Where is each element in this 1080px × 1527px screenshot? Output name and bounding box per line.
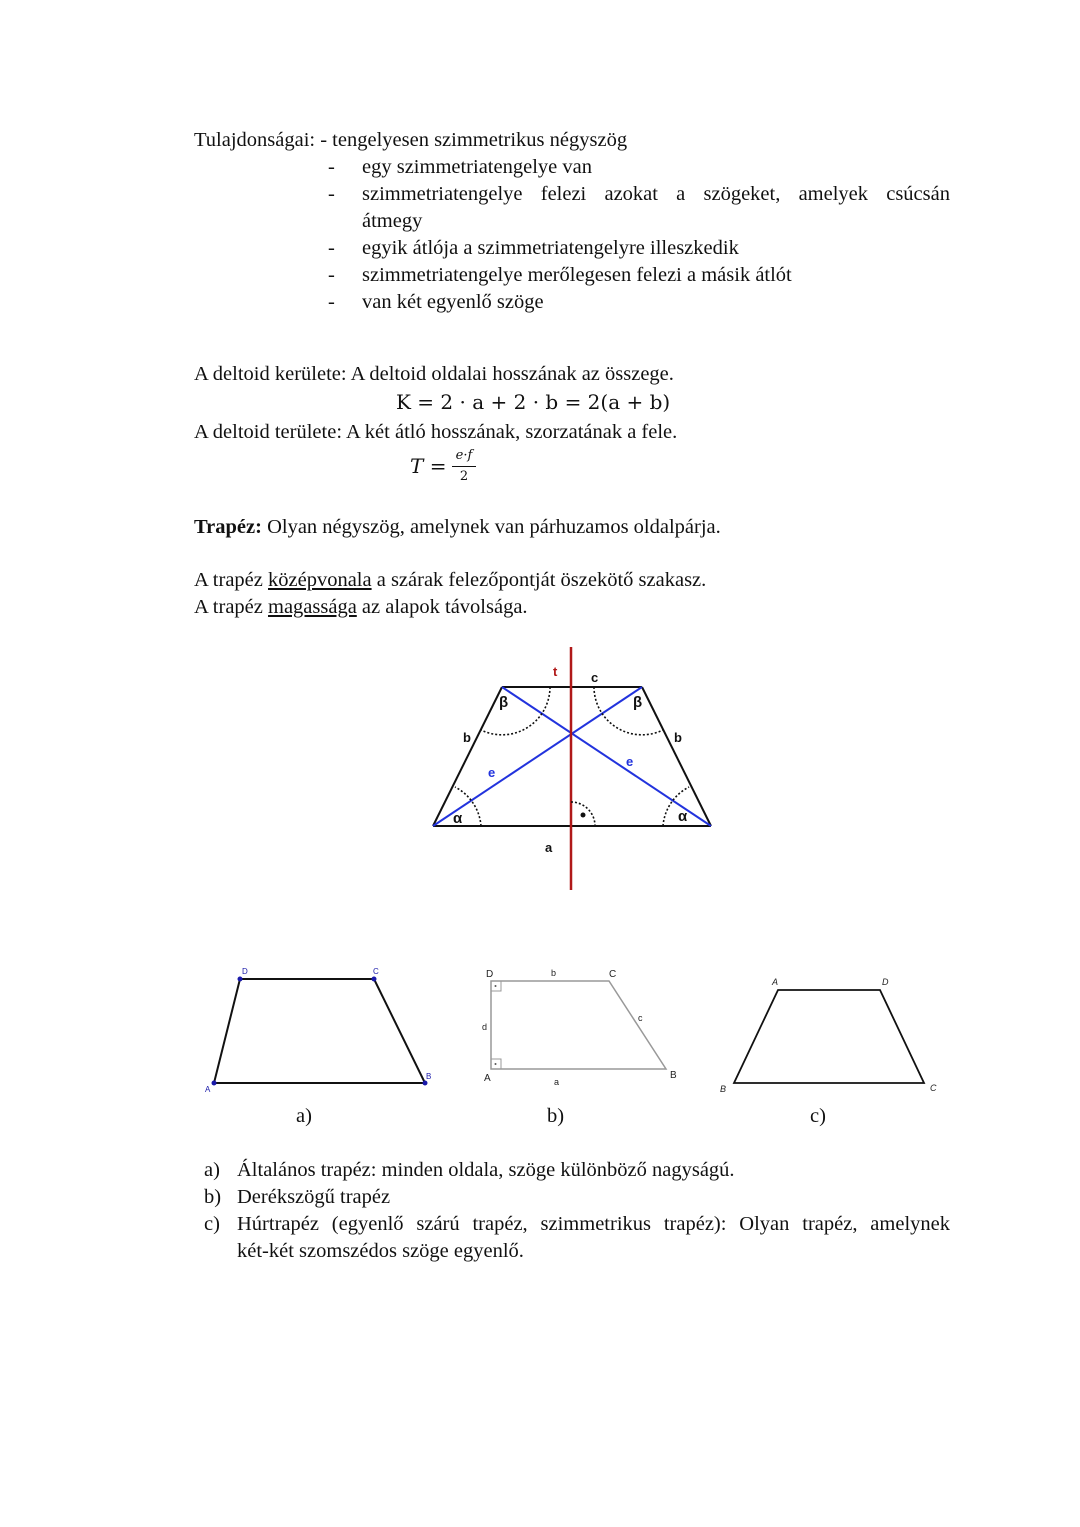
bullet-dash: - [328,264,335,286]
label-alpha-right: α [678,808,688,825]
trapezoid-isosceles-figure [720,977,937,1094]
label-a: a [545,840,553,855]
label-beta-right: β [633,694,643,711]
property-item: van két egyenlő szöge [362,291,544,313]
caption-b: b) [547,1105,565,1127]
bullet-dash: - [328,237,335,259]
height-term: magassága [268,596,357,618]
label-c: c [591,670,599,685]
property-item-continuation: átmegy [362,210,423,232]
bullet-dash: - [328,291,335,313]
label-b-right: b [674,730,682,745]
property-item: egy szimmetriatengelye van [362,156,592,178]
property-item: egyik átlója a szimmetriatengelyre illeszkedik [362,237,739,259]
midline-prefix: A trapéz [194,569,268,591]
perimeter-text: A deltoid kerülete: A deltoid oldalai hosszának az összege. [194,363,674,385]
area-formula-numerator: e·f [455,448,473,463]
label-b-left: b [463,730,471,745]
vertex-b: B [670,1070,677,1081]
label-alpha-left: α [453,810,463,827]
area-text: A deltoid területe: A két átló hosszának, szorzatának a fele. [194,421,678,443]
trapez-term: Trapéz: [194,516,262,538]
vertex-d: D [242,967,248,976]
height-rest: az alapok távolsága. [356,596,528,618]
right-angle-dot [581,813,586,818]
side-a: a [554,1077,560,1087]
property-item: szimmetriatengelye merőlegesen felezi a másik átlót [362,264,792,286]
caption-a: a) [296,1105,312,1127]
perimeter-formula: K = 2 · a + 2 · b = 2(a + b) [396,390,671,414]
properties-first-item: - tengelyesen szimmetrikus négyszög [320,129,628,151]
side-c: c [638,1013,643,1023]
trapezoid-general-figure [205,967,431,1094]
list-marker: a) [204,1159,220,1181]
type-item-continuation: két-két szomszédos szöge egyenlő. [237,1240,524,1262]
list-marker: c) [204,1213,220,1235]
type-item: Derékszögű trapéz [237,1186,391,1208]
properties-lead: Tulajdonságai: [194,129,316,151]
vertex-a: A [484,1073,491,1084]
label-e-left: e [488,765,496,780]
vertex-a: A [772,977,779,987]
vertex-d: D [882,977,889,987]
trapez-definition-text: Olyan négyszög, amelynek van párhuzamos oldalpárja. [267,516,721,538]
caption-c: c) [810,1105,826,1127]
type-item: Általános trapéz: minden oldala, szöge különböző nagyságú. [237,1159,735,1181]
area-formula-lhs: T = [410,454,447,478]
side-b: b [551,968,557,978]
height-prefix: A trapéz [194,596,268,618]
midline-term: középvonala [268,569,372,591]
type-item: Húrtrapéz (egyenlő szárú trapéz, szimmetrikus trapéz): Olyan trapéz, amelynek [237,1213,950,1235]
vertex-b: B [426,1072,432,1081]
label-beta-left: β [499,694,509,711]
bullet-dash: - [328,183,335,205]
vertex-d: D [486,969,494,980]
trapezoid-right-figure [482,968,677,1087]
property-item: szimmetriatengelye felezi azokat a szögeket, amelyek csúcsán [362,183,950,205]
midline-rest: a szárak felezőpontját öszekötő szakasz. [371,569,707,591]
vertex-c: C [373,967,379,976]
vertex-c: C [930,1083,937,1093]
side-d: d [482,1022,488,1032]
list-marker: b) [204,1186,222,1208]
vertex-c: C [609,969,617,980]
label-t: t [553,664,558,679]
vertex-b: B [720,1084,727,1094]
vertex-a: A [205,1085,211,1094]
area-formula-denominator: 2 [459,469,469,484]
label-e-right: e [626,754,634,769]
bullet-dash: - [328,156,335,178]
